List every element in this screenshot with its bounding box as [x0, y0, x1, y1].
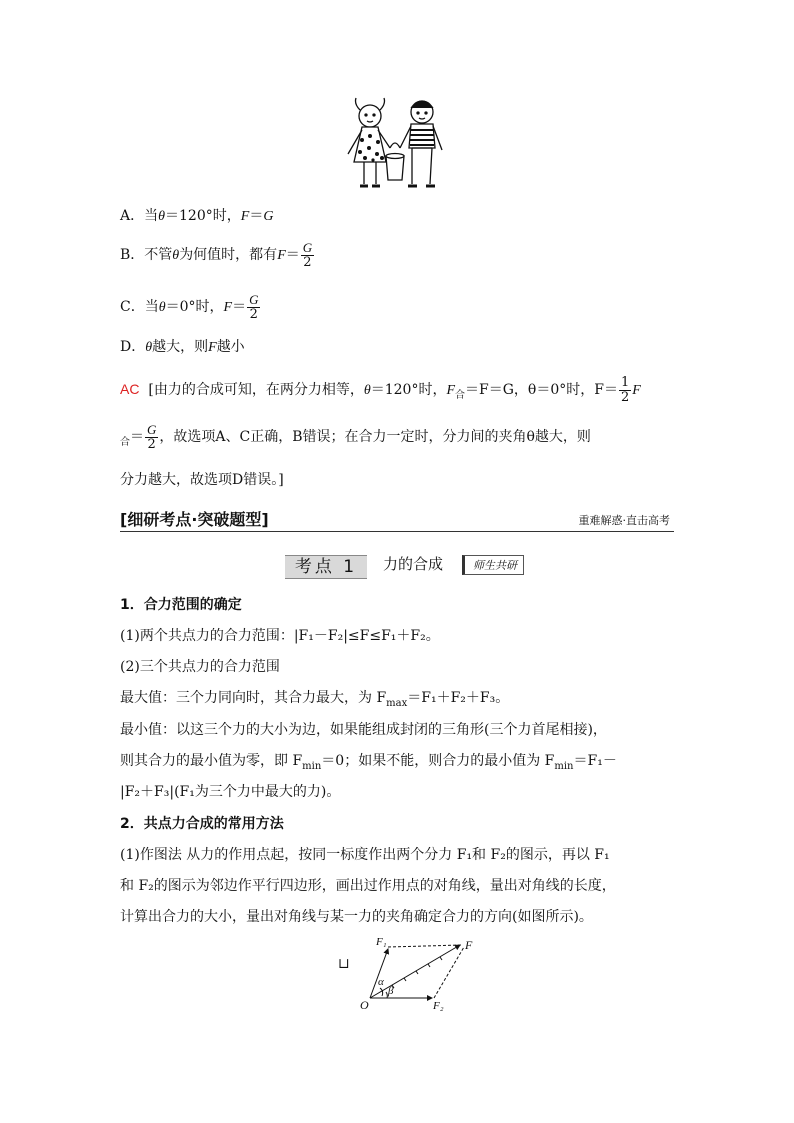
option-d: D．θ越大，则F越小	[120, 339, 245, 355]
fraction-g-over-2: $\frac{G}{2}$	[249, 291, 259, 322]
parallelogram-force-diagram	[352, 935, 482, 1015]
paragraph-7: (1)作图法 从力的作用点起，按同一标度作出两个分力 F₁和 F₂的图示，再以 F₁	[120, 847, 610, 863]
answer-line-2: $_合$＝ $\frac{G}{2}$ ，故选项A、C正确，B错误；在合力一定时，分力间的夹角θ越大，则	[120, 421, 591, 452]
fraction-g-over-2: $\frac{G}{2}$	[147, 421, 157, 452]
paragraph-9: 计算出合力的大小，量出对角线与某一力的夹角确定合力的方向(如图所示)。	[120, 909, 593, 925]
scale-mark: ⊔	[338, 956, 350, 972]
kaodian-title: 力的合成	[383, 555, 444, 573]
paragraph-5: 则其合力的最小值为零，即 $F_{min}=0$；如果不能，则合力的最小值为 $F_{min}=F_1-$	[120, 753, 617, 772]
paragraph-2: (2)三个共点力的合力范围	[120, 659, 280, 675]
label-F2: F₂	[433, 1000, 444, 1012]
label-O: O	[360, 998, 369, 1012]
heading-2: 2．共点力合成的常用方法	[120, 816, 284, 832]
answer-key: AC	[120, 381, 140, 397]
option-b: B．不管θ为何值时，都有F＝ $\frac{G}{2}$	[120, 239, 313, 270]
paragraph-1: (1)两个共点力的合力范围：|F₁－F₂|≤F≤F₁＋F₂。	[120, 628, 440, 644]
paragraph-8: 和 F₂的图示为邻边作平行四边形，画出过作用点的对角线，量出对角线的长度，	[120, 878, 616, 894]
option-c: C．当θ＝0°时，F＝ $\frac{G}{2}$	[120, 291, 259, 322]
section-subtitle: 重难解惑·直击高考	[578, 514, 670, 527]
answer-line-3: 分力越大，故选项D错误。]	[120, 472, 284, 488]
paragraph-6: |F₂＋F₃|(F₁为三个力中最大的力)。	[120, 784, 341, 800]
option-a: A．当θ＝120°时，F＝G	[120, 208, 274, 224]
label-F1: F₁	[376, 936, 387, 948]
children-carrying-bucket-illustration	[340, 96, 450, 194]
paragraph-3: 最大值：三个力同向时，其合力最大，为 $F_{max}=F_1+F_2+F_3$。	[120, 690, 510, 709]
label-F: F	[465, 938, 473, 952]
paragraph-4: 最小值：以这三个力的大小为边，如果能组成封闭的三角形(三个力首尾相接)，	[120, 722, 607, 738]
section-header	[120, 507, 674, 532]
kaodian-tag: 师生共研	[462, 555, 524, 575]
fraction-g-over-2: $\frac{G}{2}$	[302, 239, 313, 270]
kaodian-badge: 考点 1	[285, 555, 367, 579]
label-alpha: α	[378, 976, 384, 988]
answer-line-1: AC [由力的合成可知，在两分力相等，θ＝120°时，$F_合=F=G$，θ＝0°时，F＝ $\frac{1}{2}$ F	[120, 374, 641, 405]
section-title: [细研考点·突破题型]	[120, 510, 269, 529]
label-beta: β	[388, 985, 394, 997]
heading-1: 1．合力范围的确定	[120, 597, 242, 613]
fraction-1-over-2: $\frac{1}{2}$	[620, 374, 630, 405]
